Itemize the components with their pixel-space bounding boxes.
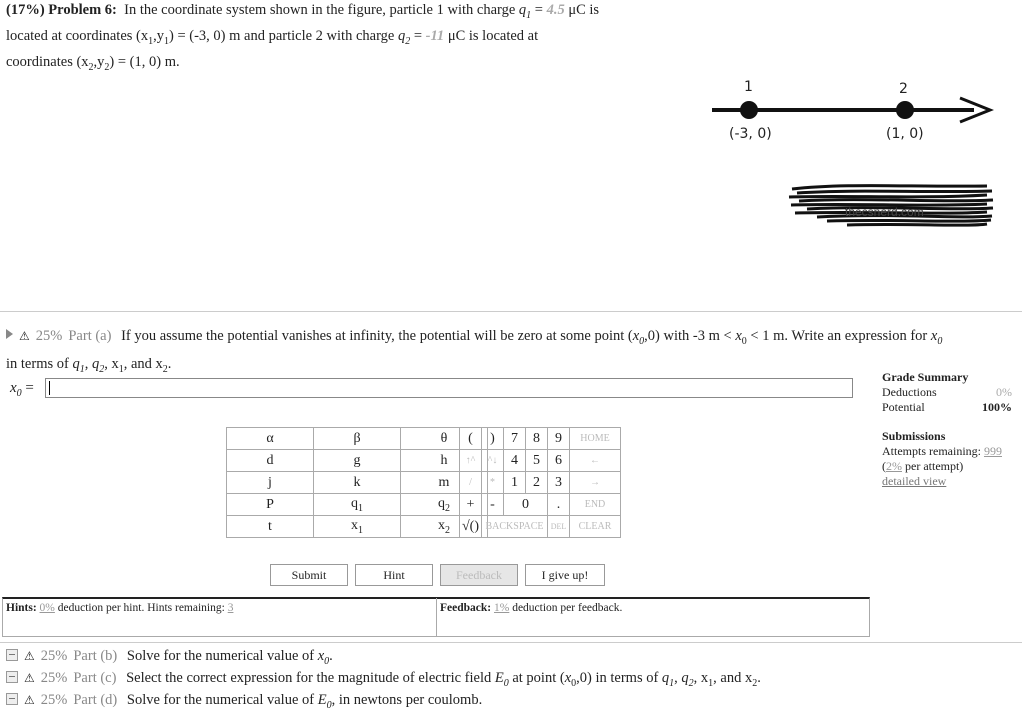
sub: 0 bbox=[571, 677, 577, 689]
part-c-text: at point ( bbox=[512, 670, 565, 686]
key-dot[interactable]: . bbox=[548, 494, 570, 516]
key-symbol[interactable]: h bbox=[401, 450, 488, 472]
collapse-box-icon[interactable] bbox=[6, 649, 18, 661]
key-symbol[interactable]: β bbox=[314, 428, 401, 450]
hints-pct: 0% bbox=[39, 602, 55, 614]
hints-label: Hints: bbox=[6, 602, 37, 614]
particle-2-label: 2 bbox=[899, 81, 908, 97]
sub: 1 bbox=[164, 35, 169, 47]
sub: 2 bbox=[162, 363, 168, 375]
feedback-button[interactable]: Feedback bbox=[440, 564, 518, 586]
part-d-text: Solve for the numerical value of bbox=[126, 692, 315, 708]
part-a-text: ,0) with -3 m < bbox=[644, 328, 732, 344]
key-symbol[interactable]: j bbox=[227, 472, 314, 494]
particle-2-coord: (1, 0) bbox=[886, 126, 924, 142]
sub: 2 bbox=[104, 61, 110, 73]
warning-icon: ⚠ bbox=[19, 329, 30, 343]
key-symbol[interactable]: m bbox=[401, 472, 488, 494]
x2: x bbox=[155, 355, 163, 372]
part-d-row[interactable] bbox=[6, 690, 482, 716]
E0: E bbox=[494, 670, 504, 686]
q2: q bbox=[91, 355, 100, 372]
part-b-name: Part (b) bbox=[73, 648, 118, 664]
key-symbol[interactable]: P bbox=[227, 494, 314, 516]
hints-info bbox=[6, 602, 233, 614]
eq: = bbox=[21, 380, 34, 396]
warning-icon: ⚠ bbox=[24, 649, 35, 663]
part-a-text: < 1 m. Write an expression for bbox=[750, 328, 928, 344]
particle-1-label: 1 bbox=[744, 79, 753, 95]
sub: 0 bbox=[326, 699, 332, 711]
key-7[interactable]: 7 bbox=[504, 428, 526, 450]
x0: x bbox=[564, 670, 572, 686]
key-4[interactable]: 4 bbox=[504, 450, 526, 472]
key-plus[interactable]: + bbox=[460, 494, 482, 516]
particle-1-dot bbox=[740, 101, 758, 119]
key-8[interactable]: 8 bbox=[526, 428, 548, 450]
part-c-row[interactable]: ⚠ 25% Part (c) Select the correct expression for the magnitude of electric field $E_0$ at point $(x_0,0)$ in terms of $q_1$, $q_2$, $x_1$, and $x_2$. bbox=[6, 668, 761, 694]
key-sqrt[interactable]: √() bbox=[460, 516, 482, 538]
x1: x bbox=[700, 670, 709, 686]
eq: = bbox=[531, 2, 547, 18]
coord1-text: ,y bbox=[153, 27, 164, 44]
answer-input[interactable] bbox=[45, 378, 853, 398]
key-multiply[interactable]: * bbox=[482, 472, 504, 494]
sub: 0 bbox=[639, 335, 645, 347]
divider bbox=[0, 642, 1022, 643]
key-9[interactable]: 9 bbox=[548, 428, 570, 450]
key-home[interactable]: HOME bbox=[570, 428, 621, 450]
q1: q bbox=[72, 355, 80, 372]
part-a-prompt: ⚠ 25% Part (a) If you assume the potential vanishes at infinity, the potential will be zero at some point $(x_0,0)$ with -3 $m < x_0 < 1$ m. Write an expression for $x_0$ in terms of $q_1$, $q_2$, $x_1$, and $x_2$. bbox=[6, 328, 943, 375]
q2-sub: 2 bbox=[405, 35, 411, 47]
key-right-arrow[interactable]: → bbox=[570, 472, 621, 494]
warning-icon: ⚠ bbox=[24, 693, 35, 707]
key-5[interactable]: 5 bbox=[526, 450, 548, 472]
part-d-text: , in newtons per coulomb. bbox=[331, 692, 483, 708]
q1-unit: μC bbox=[568, 2, 586, 18]
answer-label-x: x bbox=[10, 380, 17, 396]
part-c-weight: 25% bbox=[40, 670, 68, 686]
axis-arrow-icon bbox=[958, 96, 994, 124]
number-keypad bbox=[459, 427, 621, 538]
x0: x bbox=[930, 328, 938, 344]
submit-button[interactable]: Submit bbox=[270, 564, 348, 586]
warning-icon: ⚠ bbox=[24, 671, 35, 685]
hints-remaining: 3 bbox=[227, 602, 234, 614]
per-attempt-label: per attempt) bbox=[905, 459, 964, 473]
detailed-view-link[interactable]: detailed view bbox=[882, 474, 947, 488]
feedback-info bbox=[440, 602, 622, 614]
problem-title: Problem 6: bbox=[48, 2, 117, 18]
q2-value: -11 bbox=[425, 27, 445, 44]
key-sub[interactable]: ^↓ bbox=[482, 450, 504, 472]
E0: E bbox=[317, 692, 327, 708]
part-c-text: Select the correct expression for the magnitude of electric field bbox=[126, 670, 492, 686]
sub: 2 bbox=[88, 61, 94, 73]
sub: 1 bbox=[118, 363, 124, 375]
key-symbol[interactable]: g bbox=[314, 450, 401, 472]
part-b-weight: 25% bbox=[40, 648, 68, 664]
sub: 0 bbox=[937, 335, 943, 347]
key-symbol[interactable]: t bbox=[227, 516, 314, 538]
collapse-box-icon[interactable] bbox=[6, 693, 18, 705]
coord1-text: located at coordinates (x bbox=[6, 27, 149, 44]
part-c-text: ,0) in terms of bbox=[576, 670, 659, 686]
key-6[interactable]: 6 bbox=[548, 450, 570, 472]
sub: 2 bbox=[99, 363, 105, 375]
x0: x bbox=[632, 328, 640, 344]
attempts-label: Attempts remaining: bbox=[882, 444, 981, 458]
deductions-value: 0% bbox=[996, 385, 1012, 399]
q1-symbol: q bbox=[518, 2, 527, 18]
key-symbol[interactable]: d bbox=[227, 450, 314, 472]
q1-value: 4.5 bbox=[546, 2, 565, 18]
q1: q bbox=[661, 670, 670, 686]
sub: 0 bbox=[503, 677, 509, 689]
and: , and bbox=[713, 670, 742, 686]
key-symbol[interactable]: $q_2$ bbox=[401, 494, 488, 516]
q2: q bbox=[681, 670, 689, 686]
key-left-arrow[interactable]: ← bbox=[570, 450, 621, 472]
key-symbol[interactable]: θ bbox=[401, 428, 488, 450]
sub: 1 bbox=[148, 35, 154, 47]
key-symbol[interactable]: $x_1$ bbox=[314, 516, 401, 538]
period: . bbox=[757, 670, 761, 686]
give-up-button[interactable]: I give up! bbox=[525, 564, 605, 586]
part-b-text: Solve for the numerical value of bbox=[126, 648, 315, 664]
part-c-name: Part (c) bbox=[73, 670, 117, 686]
key-clear[interactable]: CLEAR bbox=[570, 516, 621, 538]
sub: 1 bbox=[708, 677, 714, 689]
key-1[interactable]: 1 bbox=[504, 472, 526, 494]
key-open-paren[interactable]: ( bbox=[460, 428, 482, 450]
part-d-weight: 25% bbox=[40, 692, 68, 708]
per-attempt-value: 2% bbox=[886, 459, 902, 473]
key-symbol[interactable]: α bbox=[227, 428, 314, 450]
key-symbol[interactable]: $x_2$ bbox=[401, 516, 488, 538]
q1-sub: 1 bbox=[526, 9, 532, 21]
and: , and bbox=[123, 355, 152, 372]
part-a-name: Part (a) bbox=[68, 328, 112, 344]
answer-label bbox=[10, 380, 34, 399]
x0: x bbox=[735, 328, 742, 344]
key-sup[interactable]: ↑^ bbox=[460, 450, 482, 472]
key-backspace[interactable]: BACKSPACE bbox=[482, 516, 548, 538]
expand-triangle-icon[interactable] bbox=[6, 329, 13, 339]
period: . bbox=[167, 355, 172, 372]
feedback-label: Feedback: bbox=[440, 602, 492, 614]
hint-button[interactable]: Hint bbox=[355, 564, 433, 586]
coord1-text: ) = (-3, 0) m and particle 2 with charge bbox=[169, 27, 395, 44]
attempts-value: 999 bbox=[983, 444, 1002, 458]
grade-summary-title: Grade Summary bbox=[882, 370, 969, 384]
period: . bbox=[329, 648, 333, 664]
coord2-text: ,y bbox=[93, 53, 105, 70]
text-caret bbox=[49, 381, 50, 395]
potential-label: Potential bbox=[882, 400, 925, 414]
x2: x bbox=[744, 670, 753, 686]
coord2-text: ) = (1, 0) m. bbox=[109, 53, 180, 70]
key-symbol[interactable]: $q_1$ bbox=[314, 494, 401, 516]
key-3[interactable]: 3 bbox=[548, 472, 570, 494]
sub: 0 bbox=[16, 388, 22, 399]
part-d-name: Part (d) bbox=[73, 692, 118, 708]
part-a-text: If you assume the potential vanishes at infinity, the potential will be zero at some point ( bbox=[121, 328, 633, 344]
collapse-box-icon[interactable] bbox=[6, 671, 18, 683]
key-minus[interactable]: - bbox=[482, 494, 504, 516]
problem-text: μC is located at bbox=[447, 27, 539, 44]
feedback-pct: 1% bbox=[493, 602, 510, 614]
deductions-label: Deductions bbox=[882, 385, 937, 399]
x0: x bbox=[317, 648, 325, 664]
key-del[interactable]: DEL bbox=[548, 516, 570, 538]
sub: 1 bbox=[669, 677, 675, 689]
problem-text-is: is bbox=[589, 2, 600, 18]
feedback-text: deduction per feedback. bbox=[512, 602, 623, 614]
grade-summary: Grade Summary Deductions 0% Potential 100% Submissions Attempts remaining: 999 (2% per attempt) detailed view bbox=[882, 370, 1012, 488]
sub: 2 bbox=[752, 677, 758, 689]
key-close-paren[interactable]: ) bbox=[482, 428, 504, 450]
part-a-text: in terms of bbox=[6, 355, 69, 372]
key-2[interactable]: 2 bbox=[526, 472, 548, 494]
particle-2-dot bbox=[896, 101, 914, 119]
sub: 0 bbox=[741, 335, 747, 347]
problem-percent: (17%) bbox=[6, 2, 45, 18]
scribbled-watermark bbox=[787, 183, 997, 236]
key-symbol[interactable]: k bbox=[314, 472, 401, 494]
problem-text: In the coordinate system shown in the figure, particle 1 with charge bbox=[124, 2, 516, 18]
sub: 1 bbox=[79, 363, 85, 375]
x1: x bbox=[111, 355, 119, 372]
key-divide[interactable]: / bbox=[460, 472, 482, 494]
particle-1-coord: (-3, 0) bbox=[729, 126, 772, 142]
hints-text: deduction per hint. Hints remaining: bbox=[57, 602, 225, 614]
problem-statement bbox=[6, 0, 646, 78]
key-0[interactable]: 0 bbox=[504, 494, 548, 516]
part-a-weight: 25% bbox=[35, 328, 63, 344]
coord2-text: coordinates (x bbox=[6, 53, 89, 70]
sub: 2 bbox=[688, 677, 694, 689]
q2-symbol: q bbox=[397, 27, 406, 44]
potential-value: 100% bbox=[982, 400, 1012, 414]
symbol-keypad bbox=[226, 427, 488, 538]
key-end[interactable]: END bbox=[570, 494, 621, 516]
eq: = bbox=[410, 27, 426, 44]
submissions-title: Submissions bbox=[882, 429, 946, 443]
watermark-text: thecsnerd.com bbox=[845, 205, 924, 219]
hints-feedback-divider bbox=[436, 598, 437, 636]
divider bbox=[0, 311, 1022, 312]
sub: 0 bbox=[324, 655, 330, 667]
